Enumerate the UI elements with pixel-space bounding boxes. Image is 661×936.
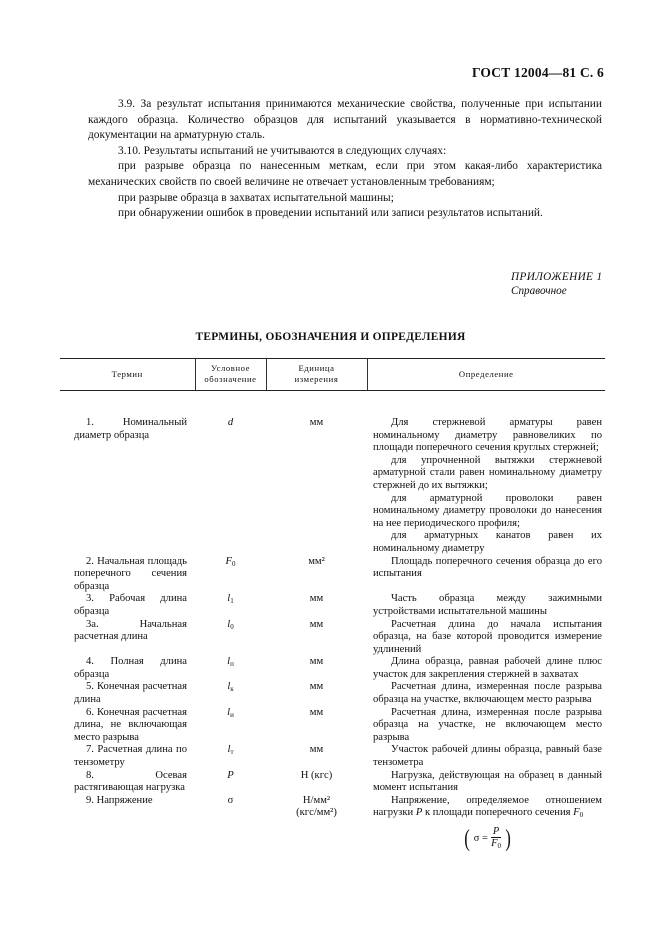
symbol-cell: $l_п$ (227, 656, 234, 669)
definition-cell: Для стержневой арматуры равен номинальному диаметру равновеликих по площади поперечного сечения круглых стержней; для упрочненной вытяжки стержневой арматурной стали равен номинальному диаметру стержней до их вытяжки; для арматурной проволоки равен номинальному диаметру проволоки до нанесения на нее периодического профиля; для арматурных канатов равен их номинальному диаметру (373, 417, 602, 554)
body-text (88, 97, 602, 222)
table-row (60, 656, 605, 681)
unit-cell: мм (309, 681, 324, 693)
table-row (60, 681, 605, 706)
table-row (60, 744, 605, 769)
term-cell: 1. Номинальный диаметр образца (74, 417, 187, 441)
unit-cell: мм (309, 593, 324, 605)
unit-cell: мм (309, 744, 324, 756)
header-definition: Определение (367, 359, 605, 391)
header-term: Термин (60, 359, 195, 391)
symbol-cell: $l_т$ (227, 744, 234, 757)
unit-cell: мм (309, 656, 324, 668)
term-cell: 4. Полная длина образца (74, 656, 187, 680)
appendix-title: ПРИЛОЖЕНИЕ 1 (511, 271, 603, 283)
list-item: при обнаружении ошибок в проведении испытаний или записи результатов испытаний. (118, 207, 543, 220)
symbol-cell: $l_к$ (227, 681, 234, 694)
symbol-cell: P (227, 769, 234, 781)
definition-cell: Участок рабочей длины образца, равный базе тензометра (373, 744, 602, 769)
unit-cell: мм² (308, 555, 325, 567)
unit-cell: мм (309, 706, 324, 718)
appendix-label (511, 270, 603, 298)
list-item: при разрыве образца по нанесенным меткам, если при этом какая-либо характеристика механических свойств по своей величине не отвечает установленным требованиям; (88, 160, 602, 188)
term-cell: 3а. Начальная расчетная длина (74, 618, 187, 643)
table-row (60, 795, 605, 852)
table-header-row (60, 359, 605, 391)
table-row (60, 556, 605, 594)
page-header: ГОСТ 12004—81 С. 6 (471, 65, 604, 80)
definition-cell: Площадь поперечного сечения образца до его испытания (373, 555, 602, 580)
term-cell: 7. Расчетная длина по тензометру (74, 744, 187, 769)
definition-cell: Часть образца между зажимными устройствами испытательной машины (373, 593, 602, 617)
definition-cell: Напряжение, определяемое отношением нагрузки P к площади поперечного сечения $F_0$ ( σ = $\frac{P}{F_0}$ ) (373, 794, 602, 852)
table-row (60, 417, 605, 556)
term-cell: 5. Конечная расчетная длина (74, 681, 187, 706)
definition-cell: Нагрузка, действующая на образец в данный момент испытания (373, 769, 602, 794)
table-spacer (60, 391, 605, 418)
symbol-cell: $l_и$ (227, 706, 234, 719)
section-title: ТЕРМИНЫ, ОБОЗНАЧЕНИЯ И ОПРЕДЕЛЕНИЯ (195, 331, 466, 343)
header-symbol: Условное обозначение (195, 359, 266, 391)
stress-formula: ( σ = $\frac{P}{F_0}$ ) (463, 825, 512, 852)
symbol-cell: $F_0$ (225, 555, 236, 568)
symbol-cell: $l_0$ (227, 618, 234, 631)
list-item: при разрыве образца в захватах испытательной машины; (118, 191, 394, 204)
unit-cell: Н/мм² (кгс/мм²) (296, 794, 337, 819)
term-cell: 9. Напряжение (86, 794, 153, 806)
symbol-cell: σ (227, 794, 234, 806)
definition-cell: Длина образца, равная рабочей длине плюс участок для закрепления стержней в захватах (373, 656, 602, 680)
table-row (60, 593, 605, 618)
unit-cell: мм (309, 618, 324, 630)
term-cell: 3. Рабочая длина образца (74, 593, 187, 617)
table-row (60, 770, 605, 795)
unit-cell: Н (кгс) (300, 769, 333, 781)
symbol-cell: d (227, 417, 234, 428)
terms-table (60, 358, 605, 852)
header-unit: Единица измерения (266, 359, 367, 391)
definition-cell: Расчетная длина, измеренная после разрыва образца на участке, не включающем место разрыва (373, 706, 602, 743)
term-cell: 8. Осевая растягивающая нагрузка (74, 769, 187, 794)
appendix-subtitle: Справочное (511, 285, 567, 297)
definition-cell: Расчетная длина, измеренная после разрыва образца на участке, включающем место разрыва (373, 681, 602, 706)
definition-cell: Расчетная длина до начала испытания образца, на базе которой проводится измерение удлинений (373, 618, 602, 655)
term-cell: 6. Конечная расчетная длина, не включающая место разрыва (74, 706, 187, 743)
term-cell: 2. Начальная площадь поперечного сечения образца (74, 555, 187, 592)
table-row (60, 619, 605, 657)
unit-cell: мм (309, 417, 324, 428)
paragraph-3-10: 3.10. Результаты испытаний не учитываются в следующих случаях: (118, 144, 447, 157)
table-row (60, 707, 605, 745)
symbol-cell: $l_1$ (227, 593, 234, 606)
paragraph-3-9: 3.9. За результат испытания принимаются механические свойства, полученные при испытании каждого образца. Количество образцов для испытаний указывается в нормативно-технической документации на арматурную сталь. (88, 98, 602, 142)
